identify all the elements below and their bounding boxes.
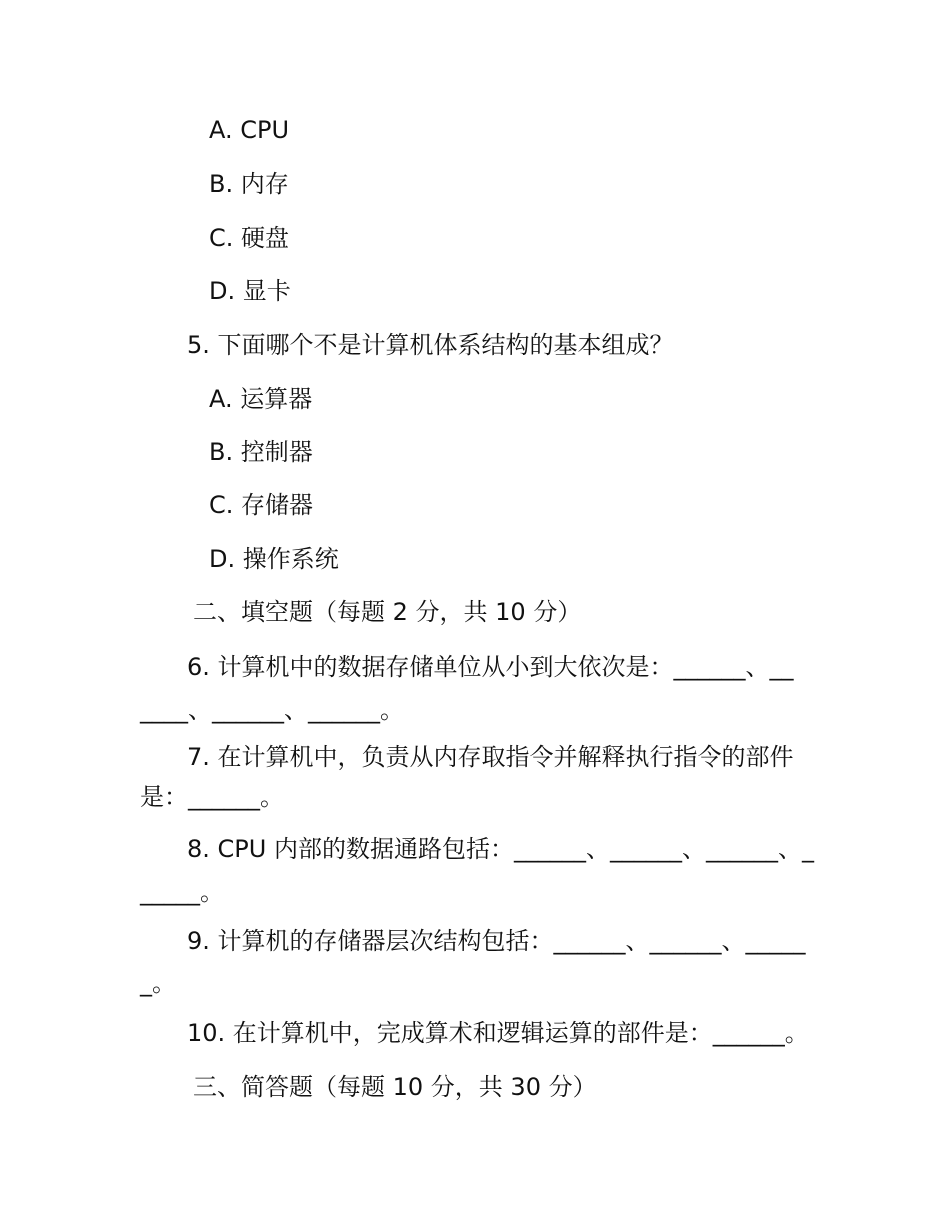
q4-option-d: D. 显卡 <box>209 277 291 305</box>
question-7-line-1: 7. 在计算机中，负责从内存取指令并解释执行指令的部件 <box>187 743 794 771</box>
question-7-line-2: 是：______。 <box>140 783 284 811</box>
q5-option-d: D. 操作系统 <box>209 545 339 573</box>
question-6-line-2: ____、______、______。 <box>140 696 404 724</box>
question-5: 5. 下面哪个不是计算机体系结构的基本组成？ <box>187 331 674 359</box>
question-10: 10. 在计算机中，完成算术和逻辑运算的部件是：______。 <box>187 1019 809 1047</box>
q4-option-b: B. 内存 <box>209 170 289 198</box>
section-heading-fill-blank: 二、填空题（每题 2 分，共 10 分） <box>193 598 582 626</box>
q4-option-a: A. CPU <box>209 116 290 144</box>
question-8-line-2: _____。 <box>140 878 224 906</box>
q5-option-b: B. 控制器 <box>209 438 313 466</box>
q5-option-a: A. 运算器 <box>209 385 313 413</box>
q5-option-c: C. 存储器 <box>209 491 314 519</box>
question-9-line-1: 9. 计算机的存储器层次结构包括：______、______、_____ <box>187 927 806 955</box>
q4-option-c: C. 硬盘 <box>209 224 290 252</box>
section-heading-short-answer: 三、简答题（每题 10 分，共 30 分） <box>193 1073 597 1101</box>
question-6-line-1: 6. 计算机中的数据存储单位从小到大依次是：______、__ <box>187 653 794 681</box>
question-8-line-1: 8. CPU 内部的数据通路包括：______、______、______、_ <box>187 835 814 863</box>
question-9-line-2: _。 <box>140 969 176 997</box>
